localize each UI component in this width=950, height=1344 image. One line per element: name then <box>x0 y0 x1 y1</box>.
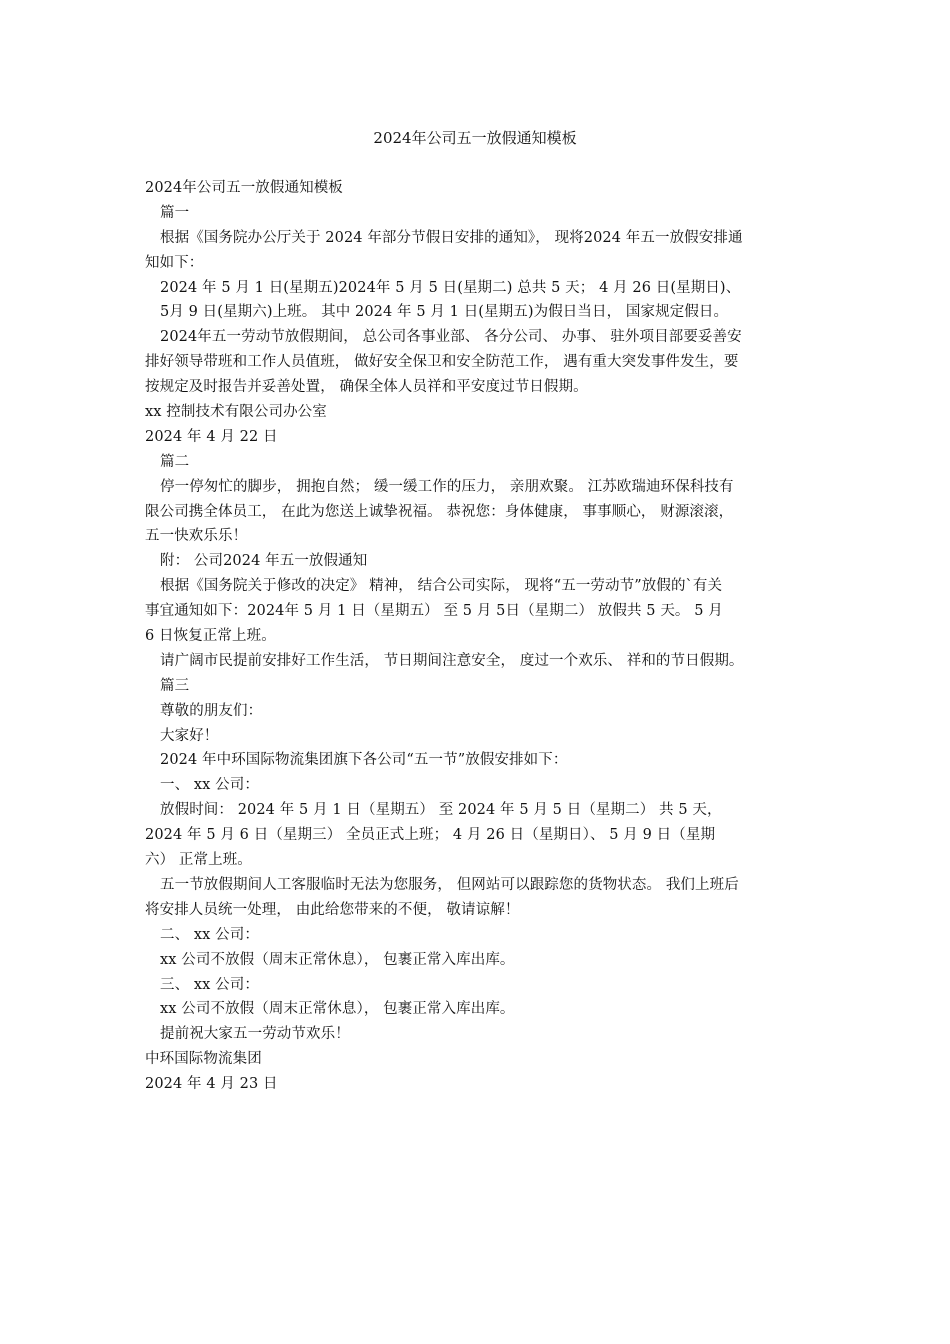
text-line: 一、 xx 公司： <box>160 777 259 794</box>
text-line: xx 公司不放假（周末正常休息）， 包裹正常入库出库。 <box>160 951 515 968</box>
document-body <box>145 176 810 1097</box>
text-line: 2024年五一劳动节放假期间， 总公司各事业部、 各分公司、 办事、 驻外项目部要妥善安 <box>160 329 742 346</box>
text-line: 根据《国务院关于修改的决定》 精神， 结合公司实际， 现将“五一劳动节”放假的`有关 <box>160 578 723 595</box>
text-line: 附： 公司2024 年五一放假通知 <box>160 553 368 570</box>
text-line: 2024 年 5 月 1 日(星期五)2024年 5 月 5 日(星期二) 总共 5 天； 4 月 26 日(星期日)、 <box>160 279 741 296</box>
text-line: 大家好！ <box>160 727 219 744</box>
text-line: 五一节放假期间人工客服临时无法为您服务， 但网站可以跟踪您的货物状态。 我们上班后 <box>160 876 739 893</box>
text-line: 篇二 <box>160 453 190 470</box>
text-line: 根据《国务院办公厅关于 2024 年部分节假日安排的通知》， 现将2024 年五一放假安排通 <box>160 229 743 246</box>
text-line: 6 日恢复正常上班。 <box>145 628 276 645</box>
page-title: 2024年公司五一放假通知模板 <box>373 129 577 147</box>
text-line: 请广阔市民提前安排好工作生活， 节日期间注意安全， 度过一个欢乐、 祥和的节日假期。 <box>160 652 744 669</box>
text-line: 五一快欢乐乐！ <box>145 528 248 545</box>
text-line: 放假时间： 2024 年 5 月 1 日（星期五） 至 2024 年 5 月 5 日（星期二） 共 5 天， <box>160 802 722 819</box>
text-line: 知如下： <box>145 254 204 271</box>
text-line: 提前祝大家五一劳动节欢乐！ <box>160 1026 350 1043</box>
text-line: 2024年公司五一放假通知模板 <box>145 180 343 196</box>
text-line: 将安排人员统一处理， 由此给您带来的不便， 敬请谅解！ <box>145 901 520 918</box>
text-line: 停一停匆忙的脚步， 拥抱自然； 缓一缓工作的压力， 亲朋欢聚。 江苏欧瑞迪环保科技有 <box>160 478 734 495</box>
text-line: 中环国际物流集团 <box>145 1051 262 1068</box>
text-line: 2024 年 4 月 23 日 <box>145 1076 278 1093</box>
text-line: 篇三 <box>160 677 190 694</box>
text-line: xx 公司不放假（周末正常休息）， 包裹正常入库出库。 <box>160 1001 515 1018</box>
text-line: 二、 xx 公司： <box>160 926 259 943</box>
text-line: 按规定及时报告并妥善处置， 确保全体人员祥和平安度过节日假期。 <box>145 379 588 396</box>
text-line: 2024 年 4 月 22 日 <box>145 428 278 445</box>
text-line: 篇一 <box>160 204 190 221</box>
text-line: 事宜通知如下：2024年 5 月 1 日（星期五） 至 5 月 5日（星期二） 放假共 5 天。 5 月 <box>145 603 723 620</box>
text-line: 5月 9 日(星期六)上班。 其中 2024 年 5 月 1 日(星期五)为假日当日， 国家规定假日。 <box>160 304 729 321</box>
text-line: 排好领导带班和工作人员值班， 做好安全保卫和安全防范工作， 遇有重大突发事件发生，要 <box>145 354 739 371</box>
text-line: 2024 年中环国际物流集团旗下各公司“五一节”放假安排如下： <box>160 752 568 769</box>
text-line: 六） 正常上班。 <box>145 852 252 869</box>
text-line: 2024 年 5 月 6 日（星期三） 全员正式上班； 4 月 26 日（星期日）、 5 月 9 日（星期 <box>145 827 716 844</box>
text-line: 限公司携全体员工， 在此为您送上诚挚祝福。 恭祝您：身体健康， 事事顺心， 财源滚滚， <box>145 503 734 520</box>
text-line: 尊敬的朋友们： <box>160 702 263 719</box>
text-line: xx 控制技术有限公司办公室 <box>145 404 327 421</box>
text-line: 三、 xx 公司： <box>160 976 259 993</box>
